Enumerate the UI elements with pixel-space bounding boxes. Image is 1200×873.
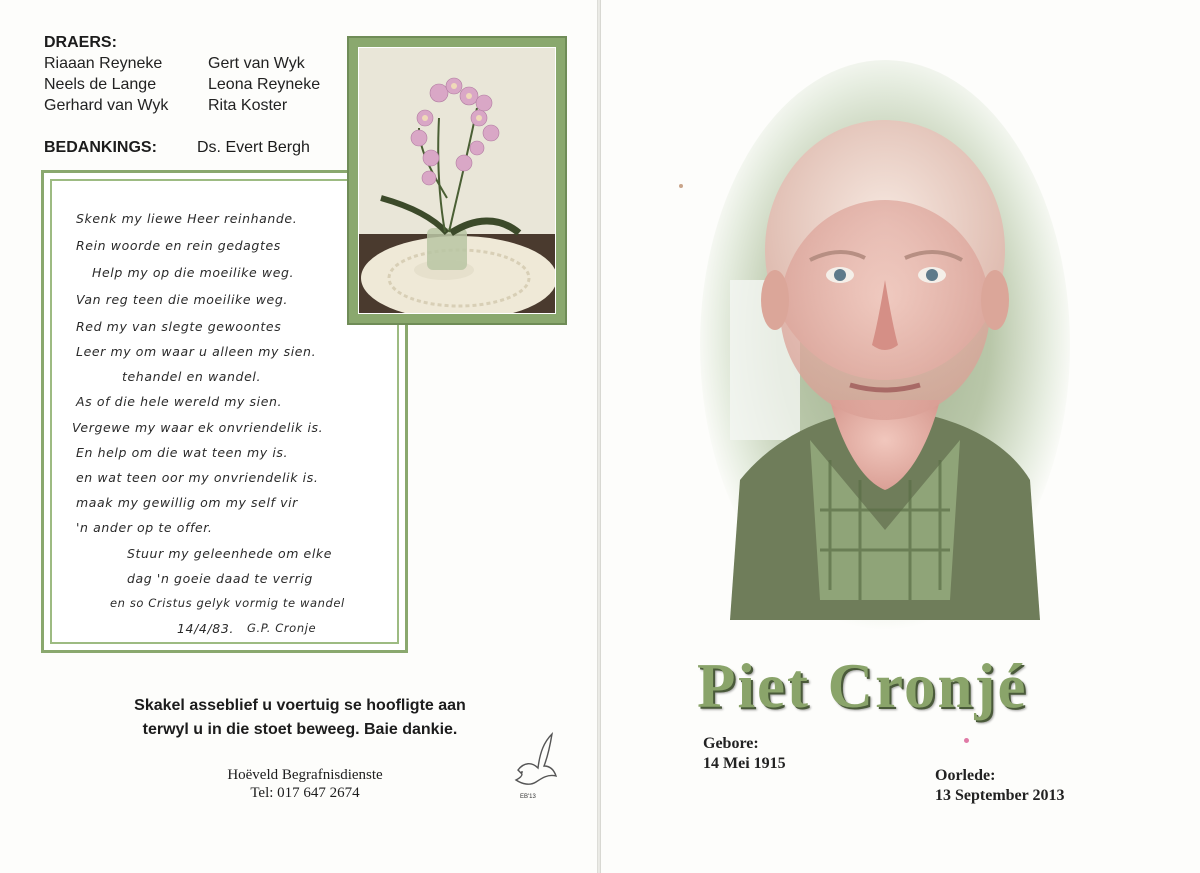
bearer-name: Gert van Wyk xyxy=(208,55,305,72)
bearer-name: Neels de Lange xyxy=(44,76,157,93)
poem-line: 'n ander op te offer. xyxy=(76,520,213,535)
left-page xyxy=(0,0,598,873)
poem-line: maak my gewillig om my self vir xyxy=(76,495,298,510)
poem-line: Help my op die moeilike weg. xyxy=(92,265,295,280)
headlights-notice-line2: terwyl u in die stoet beweeg. Baie dankie. xyxy=(142,721,458,738)
poem-line: tehandel en wandel. xyxy=(122,369,262,384)
funeral-home-phone: Tel: 017 647 2674 xyxy=(250,785,360,801)
poem-line: Skenk my liewe Heer reinhande. xyxy=(76,211,298,226)
born-date: 14 Mei 1915 xyxy=(703,755,786,772)
bedankings-name: Ds. Evert Bergh xyxy=(197,139,310,156)
orchid-image xyxy=(359,48,556,314)
dove-icon xyxy=(510,732,560,802)
poem-signature: G.P. Cronje xyxy=(247,621,317,635)
poem-line: En help om die wat teen my is. xyxy=(76,445,289,460)
portrait-photo xyxy=(700,60,1070,630)
died-label: Oorlede: xyxy=(935,767,996,784)
poem-line: Van reg teen die moeilike weg. xyxy=(76,292,288,307)
poem-line: dag 'n goeie daad te verrig xyxy=(127,571,313,586)
orchid-photo-frame xyxy=(347,36,567,325)
born-label: Gebore: xyxy=(703,735,759,752)
bearer-name: Gerhard van Wyk xyxy=(44,97,169,114)
died-date: 13 September 2013 xyxy=(935,787,1065,804)
poem-line: Stuur my geleenhede om elke xyxy=(127,546,333,561)
scan-speck xyxy=(679,184,683,188)
poem-line: Red my van slegte gewoontes xyxy=(76,319,282,334)
right-page xyxy=(601,0,1200,873)
headlights-notice-line1: Skakel asseblief u voertuig se hoofligte aan xyxy=(134,697,466,714)
poem-line: Vergewe my waar ek onvriendelik is. xyxy=(72,420,324,435)
poem-line: en wat teen oor my onvriendelik is. xyxy=(76,470,319,485)
bearer-name: Leona Reyneke xyxy=(208,76,321,93)
draers-heading: DRAERS: xyxy=(44,34,117,51)
poem-line: en so Cristus gelyk vormig te wandel xyxy=(110,596,345,610)
bearer-name: Riaaan Reyneke xyxy=(44,55,163,72)
bearer-name: Rita Koster xyxy=(208,97,288,114)
poem-date: 14/4/83. xyxy=(177,621,234,636)
bedankings-heading: BEDANKINGS: xyxy=(44,139,157,156)
poem-line: Rein woorde en rein gedagtes xyxy=(76,238,281,253)
poem-line: As of die hele wereld my sien. xyxy=(76,394,283,409)
dove-mark: EB'13 xyxy=(520,794,536,800)
deceased-name: Piet Cronjé xyxy=(697,651,1028,721)
scan-speck xyxy=(964,738,969,743)
funeral-home-name: Hoëveld Begrafnisdienste xyxy=(227,767,383,783)
poem-line: Leer my om waar u alleen my sien. xyxy=(76,344,317,359)
orchid-photo xyxy=(358,47,556,314)
